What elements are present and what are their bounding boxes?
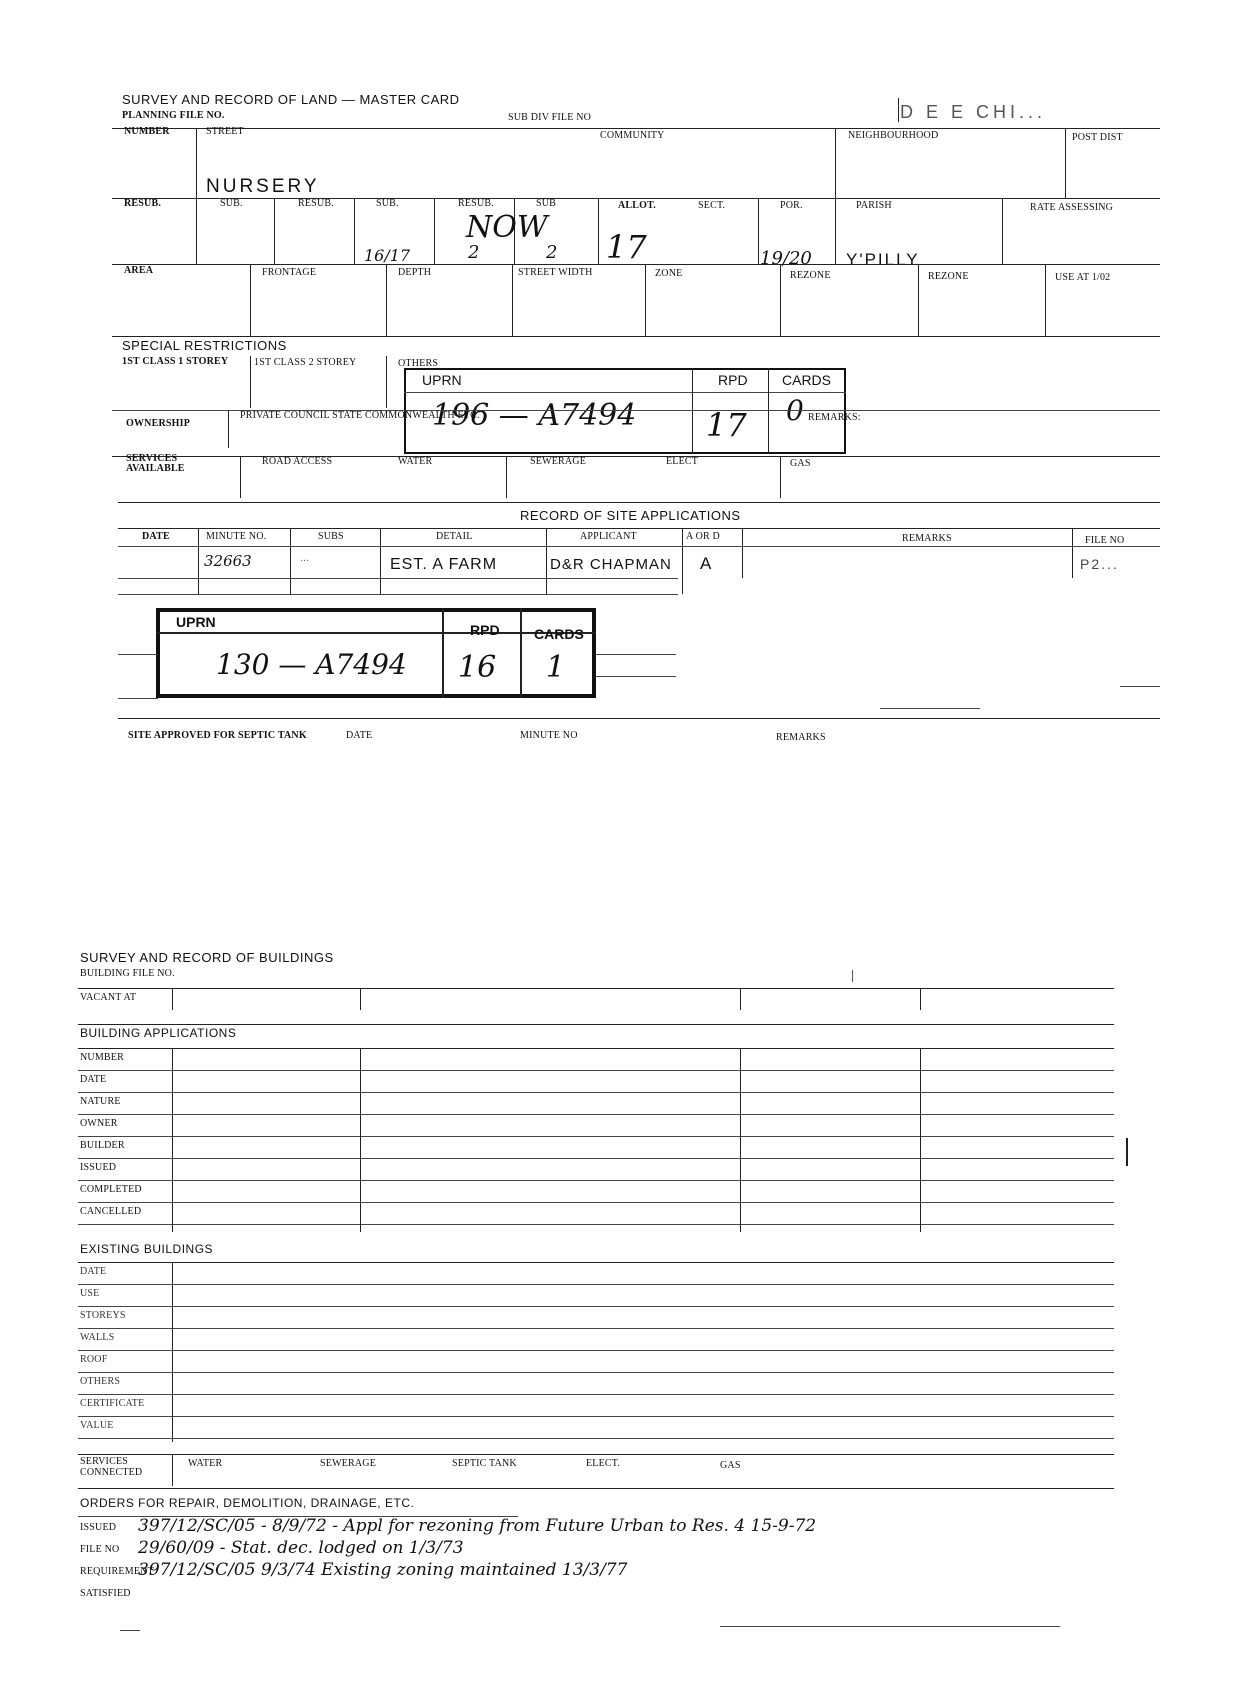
orders-title: ORDERS FOR REPAIR, DEMOLITION, DRAINAGE, ETC. [80, 1496, 415, 1510]
sub-nums-value: 16/17 [364, 246, 411, 265]
street-value: NURSERY [206, 176, 320, 197]
elect-label: ELECT [666, 456, 699, 467]
water-label: WATER [398, 456, 433, 467]
sub-label-3: SUB [536, 198, 557, 209]
resub-label-2: RESUB. [298, 198, 334, 209]
existing-row-label: OTHERS [80, 1376, 121, 1387]
rezone-label-1: REZONE [790, 270, 831, 281]
zone-label: ZONE [655, 268, 683, 279]
site-file-value: P2... [1080, 556, 1119, 572]
uprn-label-2: UPRN [176, 614, 216, 630]
building-app-row-label: NUMBER [80, 1052, 124, 1063]
existing-row-label: CERTIFICATE [80, 1398, 145, 1409]
site-date-header: DATE [142, 531, 170, 542]
number-label: NUMBER [124, 126, 170, 137]
building-file-label: BUILDING FILE NO. [80, 968, 175, 979]
site-aord-value: A [700, 554, 712, 573]
existing-row-label: USE [80, 1288, 100, 1299]
order-row-value: 29/60/09 - Stat. dec. lodged on 1/3/73 [138, 1538, 464, 1558]
sub-div-file-label: SUB DIV FILE NO [508, 112, 592, 123]
building-app-row-label: COMPLETED [80, 1184, 142, 1195]
services-connected-label: SERVICES CONNECTED [80, 1456, 143, 1478]
cards-label: CARDS [782, 372, 832, 388]
building-app-row-label: ISSUED [80, 1162, 117, 1173]
site-minute-header: MINUTE NO. [206, 531, 267, 542]
rpd-label-2: RPD [470, 622, 500, 638]
class1-label: 1ST CLASS 1 STOREY [122, 356, 229, 367]
cards-value-2: 1 [546, 650, 566, 685]
existing-row-label: DATE [80, 1266, 107, 1277]
building-app-row-label: OWNER [80, 1118, 118, 1129]
sub3-num-value: 2 [546, 242, 558, 263]
land-card-title: SURVEY AND RECORD OF LAND — MASTER CARD [122, 92, 460, 107]
septic-remarks-label: REMARKS [776, 732, 826, 743]
allot-label: ALLOT. [618, 200, 656, 211]
area-label: AREA [124, 265, 154, 276]
site-aord-header: A OR D [686, 531, 720, 542]
rpd-label: RPD [718, 372, 748, 388]
depth-label: DEPTH [398, 267, 432, 278]
por-num-value: 19/20 [760, 248, 812, 269]
cards-value: 0 [786, 394, 804, 427]
sub-label-2: SUB. [376, 198, 399, 209]
vacant-at-label: VACANT AT [80, 992, 137, 1003]
corner-note: D E E CHI... [900, 102, 1047, 122]
special-restrictions-title: SPECIAL RESTRICTIONS [122, 338, 287, 353]
allot-num-value: 17 [606, 228, 647, 266]
site-detail-header: DETAIL [436, 531, 473, 542]
uprn-value-2: 130 — A7494 [216, 648, 407, 681]
use-at-label: USE AT 1/02 [1055, 272, 1111, 283]
buildings-card-title: SURVEY AND RECORD OF BUILDINGS [80, 950, 334, 965]
order-row-label: SATISFIED [80, 1588, 131, 1599]
remarks-label: REMARKS: [808, 412, 861, 423]
existing-row-label: WALLS [80, 1332, 115, 1343]
por-label: POR. [780, 200, 803, 211]
order-row-label: ISSUED [80, 1522, 117, 1533]
resub-label-3: RESUB. [458, 198, 494, 209]
site-remarks-header: REMARKS [902, 533, 952, 544]
road-access-label: ROAD ACCESS [262, 456, 333, 467]
sewerage-label: SEWERAGE [530, 456, 587, 467]
site-applicant-header: APPLICANT [580, 531, 637, 542]
frontage-label: FRONTAGE [262, 267, 317, 278]
uprn-label: UPRN [422, 372, 462, 388]
resub-num-value: 2 [468, 242, 480, 263]
conn-sewerage-label: SEWERAGE [320, 1458, 377, 1469]
building-applications-title: BUILDING APPLICATIONS [80, 1026, 237, 1040]
site-file-header: FILE NO [1085, 535, 1125, 546]
street-width-label: STREET WIDTH [518, 267, 593, 278]
gas-label: GAS [790, 458, 811, 469]
sect-label: SECT. [698, 200, 726, 211]
order-row-value: 397/12/SC/05 9/3/74 Existing zoning maintained 13/3/77 [138, 1560, 628, 1580]
rate-assessing-label: RATE ASSESSING [1030, 202, 1114, 213]
existing-row-label: ROOF [80, 1354, 108, 1365]
existing-buildings-title: EXISTING BUILDINGS [80, 1242, 214, 1256]
existing-row-label: STOREYS [80, 1310, 126, 1321]
septic-minute-label: MINUTE NO [520, 730, 578, 741]
others-label: OTHERS [398, 358, 439, 369]
conn-elect-label: ELECT. [586, 1458, 621, 1469]
septic-date-label: DATE [346, 730, 373, 741]
street-label: STREET [206, 126, 244, 137]
uprn-value: 196 — A7494 [432, 398, 637, 433]
services-available-label: SERVICES AVAILABLE [126, 453, 185, 474]
septic-label: SITE APPROVED FOR SEPTIC TANK [128, 730, 307, 741]
sub-label-1: SUB. [220, 198, 243, 209]
order-row-label: REQUIREMENT [80, 1566, 154, 1577]
existing-row-label: VALUE [80, 1420, 114, 1431]
now-value: NOW [466, 210, 548, 245]
site-minute-value: 32663 [204, 552, 252, 570]
cards-label-2: CARDS [534, 626, 584, 642]
building-app-row-label: CANCELLED [80, 1206, 142, 1217]
conn-septic-label: SEPTIC TANK [452, 1458, 517, 1469]
ownership-label: OWNERSHIP [126, 418, 191, 429]
building-app-row-label: BUILDER [80, 1140, 125, 1151]
building-app-row-label: NATURE [80, 1096, 121, 1107]
building-app-row-label: DATE [80, 1074, 107, 1085]
class2-label: 1ST CLASS 2 STOREY [254, 357, 357, 368]
conn-gas-label: GAS [720, 1460, 741, 1471]
post-dist-label: POST DIST [1072, 132, 1123, 143]
site-subs-header: SUBS [318, 531, 344, 542]
rpd-value-2: 16 [458, 650, 497, 685]
site-detail-value: EST. A FARM [390, 556, 498, 573]
rpd-value: 17 [706, 406, 747, 444]
rezone-label-2: REZONE [928, 271, 969, 282]
community-label: COMMUNITY [600, 130, 665, 141]
site-applications-title: RECORD OF SITE APPLICATIONS [520, 508, 741, 523]
parish-label: PARISH [856, 200, 892, 211]
ownership-options: PRIVATE COUNCIL STATE COMMONWEALTH ETC. [240, 410, 480, 421]
resub-label: RESUB. [124, 198, 162, 209]
planning-file-label: PLANNING FILE NO. [122, 110, 225, 121]
site-subs-value: ... [300, 552, 310, 564]
order-row-label: FILE NO [80, 1544, 120, 1555]
site-applicant-value: D&R CHAPMAN [550, 556, 672, 573]
parish-name-value: Y'PILLY [846, 250, 920, 269]
neighbourhood-label: NEIGHBOURHOOD [848, 130, 939, 141]
conn-water-label: WATER [188, 1458, 223, 1469]
order-row-value: 397/12/SC/05 - 8/9/72 - Appl for rezoning from Future Urban to Res. 4 15-9-72 [138, 1516, 817, 1536]
